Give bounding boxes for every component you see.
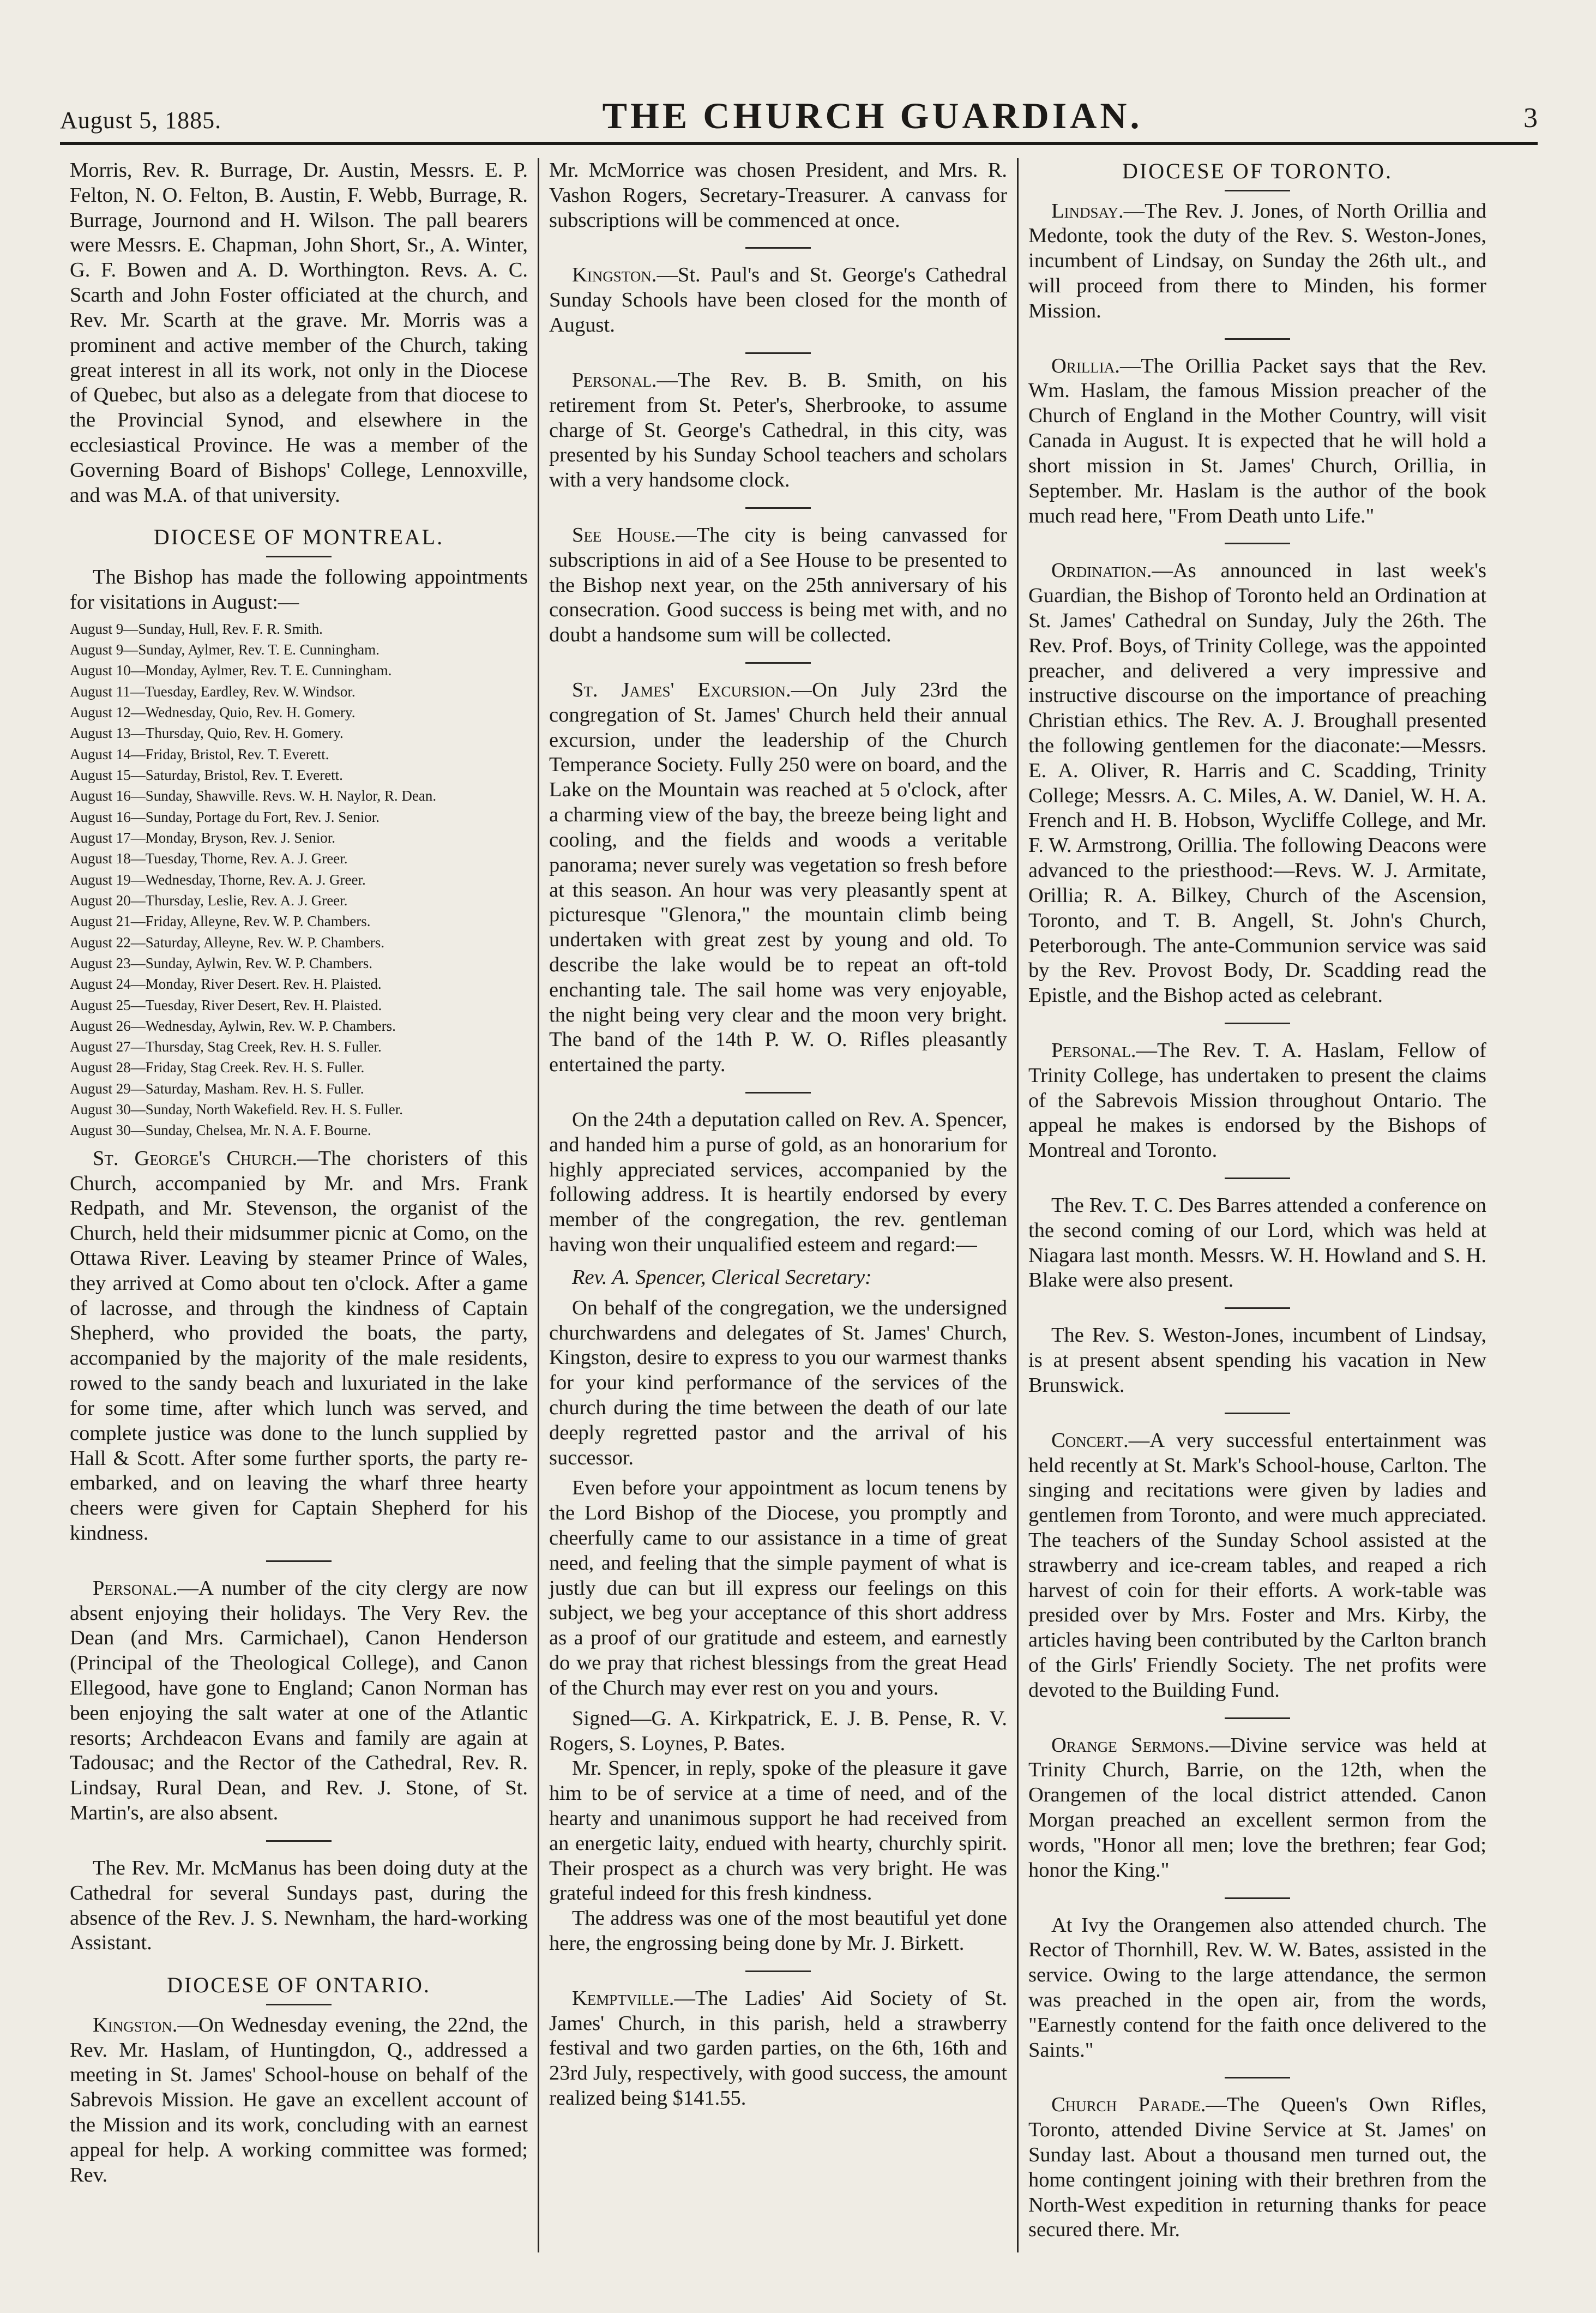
divider <box>1225 1717 1290 1719</box>
newspaper-title: THE CHURCH GUARDIAN. <box>602 95 1143 136</box>
visitation-list <box>70 618 528 1141</box>
issue-date: August 5, 1885. <box>60 107 222 134</box>
address-salutation: Rev. A. Spencer, Clerical Secretary: <box>572 1265 872 1289</box>
list-item: August 29—Saturday, Masham. Rev. H. S. Fuller. <box>70 1080 364 1097</box>
ivy-article: At Ivy the Orangemen also attended church. The Rector of Thornhill, Rev. W. W. Bates, assisted in the service. Owing to the large attendance, the sermon was preached in the open air, from the words, "Earnestly contend for the faith once delivered to the Saints." <box>1028 1913 1486 2062</box>
kemptville-article <box>549 1986 1007 2111</box>
divider <box>1225 1413 1290 1414</box>
concert-article <box>1028 1428 1486 1703</box>
mcmanus-article: The Rev. Mr. McManus has been doing duty at the Cathedral for several Sundays past, during the absence of the Rev. J. S. Newnham, the hard-working Assistant. <box>70 1856 528 1955</box>
see-house-article <box>549 523 1007 648</box>
list-item: August 9—Sunday, Hull, Rev. F. R. Smith. <box>70 620 323 637</box>
list-item: August 30—Sunday, North Wakefield. Rev. H. S. Fuller. <box>70 1101 403 1118</box>
run-in-heading: Kingston. <box>572 263 657 287</box>
list-item: August 30—Sunday, Chelsea, Mr. N. A. F. Bourne. <box>70 1122 371 1139</box>
list-item: August 18—Tuesday, Thorne, Rev. A. J. Greer. <box>70 850 348 867</box>
divider <box>745 1970 811 1972</box>
article-body: —The Rev. B. B. Smith, on his retirement from St. Peter's, Sherbrooke, to assume charge of St. George's Cathedral, in this city, was presented by his Sunday School teachers and scholars with a very handsome clock. <box>549 368 1007 492</box>
section-heading-toronto: DIOCESE OF TORONTO. <box>1122 159 1393 183</box>
list-item: August 22—Saturday, Alleyne, Rev. W. P. Chambers. <box>70 934 384 951</box>
run-in-heading: Kemptville. <box>572 1986 674 2010</box>
list-item: August 17—Monday, Bryson, Rev. J. Senior. <box>70 829 336 846</box>
run-in-heading: Personal. <box>1051 1038 1136 1062</box>
divider <box>266 1840 332 1842</box>
deputation-article: On the 24th a deputation called on Rev. A. Spencer, and handed him a purse of gold, as an honorarium for highly appreciated services, accompanied by the following address. It is heartily endorsed by every member of the congregation, the rev. gentleman having won their unqualified esteem and regard:— <box>549 1108 1007 1257</box>
run-in-heading: Concert. <box>1051 1428 1129 1452</box>
divider <box>1225 1023 1290 1024</box>
column-2 <box>539 158 1017 2252</box>
article-body: —The city is being canvassed for subscriptions in aid of a See House to be presented to the Bishop next year, on the 25th anniversary of his consecration. Good success is being met with, and no doubt a handsome sum will be collected. <box>549 523 1007 647</box>
divider <box>1225 1897 1290 1899</box>
article-body: —The Rev. T. A. Haslam, Fellow of Trinity College, has undertaken to present the claims of the Sabrevois Mission throughout Ontario. The appeal he makes is endorsed by the Bishops of Montreal and Toronto. <box>1028 1038 1486 1162</box>
article-body: —The Orillia Packet says that the Rev. Wm. Haslam, the famous Mission preacher of the Church of England in the Mother Country, will visit Canada in August. It is expected that he will hold a short mission in St. James' Church, Orillia, in September. Mr. Haslam is the author of the book much read here, "From Death unto Life." <box>1028 354 1486 527</box>
article-columns <box>60 158 1538 2252</box>
kingston-schools-article <box>549 263 1007 338</box>
divider <box>745 507 811 509</box>
list-item: August 10—Monday, Aylmer, Rev. T. E. Cunningham. <box>70 662 392 679</box>
article-body: —A number of the city clergy are now absent enjoying their holidays. The Very Rev. the Dean (and Mrs. Carmichael), Canon Henderson (Principal of the Theological College), and Canon Ellegood, have gone to England; Canon Norman has been enjoying the salt water at one of the Atlantic resorts; Archdeacon Evans and family are again at Tadousac; and the Rector of the Cathedral, Rev. R. Lindsay, Rural Dean, and Rev. J. Stone, of St. Martin's, are also absent. <box>70 1576 528 1825</box>
article-body: —On Wednesday evening, the 22nd, the Rev. Mr. Haslam, of Huntingdon, Q., addressed a meeting in St. James' School-house on behalf of the Sabrevois Mission. He gave an excellent account of the Mission and its work, concluding with an earnest appeal for help. A working committee was formed; Rev. <box>70 2013 528 2186</box>
masthead <box>60 76 1538 145</box>
list-item: August 21—Friday, Alleyne, Rev. W. P. Chambers. <box>70 913 371 930</box>
reply-paragraph: Mr. Spencer, in reply, spoke of the pleasure it gave him to be of service at a time of need, and of the hearty and unanimous support he had received from an energetic laity, endued with hearty, churchly spirit. Their prospect as a church was very bright. He was grateful indeed for this fresh kindness. <box>549 1757 1007 1905</box>
list-item: August 14—Friday, Bristol, Rev. T. Everett. <box>70 746 329 762</box>
lindsay-article <box>1028 199 1486 324</box>
list-item: August 16—Sunday, Portage du Fort, Rev. J. Senior. <box>70 808 380 825</box>
list-item: August 16—Sunday, Shawville. Revs. W. H. Naylor, R. Dean. <box>70 788 437 804</box>
run-in-heading: See House. <box>572 523 676 546</box>
list-item: August 23—Sunday, Aylwin, Rev. W. P. Chambers. <box>70 954 373 971</box>
article-body: —As announced in last week's Guardian, the Bishop of Toronto held an Ordination at St. James' Cathedral on Sunday, July the 26th. The Rev. Prof. Boys, of Trinity College, was the appointed preacher, and delivered a very impressive and instructive discourse on the importance of preaching Christian ethics. The Rev. A. J. Broughall presented the following gentlemen for the diaconate:—Messrs. E. A. Oliver, R. Harris and C. Scadding, Trinity College; Messrs. A. C. Miles, A. W. Daniel, W. H. A. French and H. B. Hobson, Wycliffe College, and Mr. F. W. Armstrong, Orillia. The following Deacons were advanced to the priesthood:—Revs. W. J. Armitate, Orillia; R. A. Bilkey, Church of the Ascension, Toronto, and T. B. Angell, St. John's Church, Peterborough. The ante-Communion service was said by the Rev. Provost Body, Dr. Scadding read the Epistle, and the Bishop acted as celebrant. <box>1028 559 1486 1007</box>
list-item: August 27—Thursday, Stag Creek, Rev. H. S. Fuller. <box>70 1038 382 1055</box>
divider <box>745 662 811 664</box>
divider <box>1225 1177 1290 1179</box>
list-item: August 20—Thursday, Leslie, Rev. A. J. Greer. <box>70 892 348 909</box>
list-item: August 19—Wednesday, Thorne, Rev. A. J. Greer. <box>70 871 366 888</box>
divider <box>745 1092 811 1094</box>
list-item: August 11—Tuesday, Eardley, Rev. W. Windsor. <box>70 683 356 700</box>
list-item: August 13—Thursday, Quio, Rev. H. Gomery. <box>70 725 344 742</box>
list-item: August 26—Wednesday, Aylwin, Rev. W. P. Chambers. <box>70 1017 396 1034</box>
run-in-heading: Personal. <box>93 1576 178 1600</box>
address-signatures: Signed—G. A. Kirkpatrick, E. J. B. Pense, R. V. Rogers, S. Loynes, P. Bates. <box>549 1707 1007 1755</box>
article-body: —Divine service was held at Trinity Church, Barrie, on the 12th, when the Orangemen of the local district attended. Canon Morgan preached an excellent sermon from the words, "Honor all men; love the brethren; fear God; honor the King." <box>1028 1733 1486 1882</box>
list-item: August 28—Friday, Stag Creek. Rev. H. S. Fuller. <box>70 1059 365 1076</box>
desbarres-article: The Rev. T. C. Des Barres attended a conference on the second coming of our Lord, which was held at Niagara last month. Messrs. W. H. Howland and S. H. Blake were also present. <box>1028 1194 1486 1292</box>
list-item: August 24—Monday, River Desert. Rev. H. Plaisted. <box>70 976 382 993</box>
divider <box>1225 543 1290 544</box>
run-in-heading: Orange Sermons. <box>1051 1733 1209 1757</box>
excursion-article <box>549 678 1007 1078</box>
divider <box>1225 190 1290 191</box>
article-body: —St. Paul's and St. George's Cathedral Sunday Schools have been closed for the month of August. <box>549 263 1007 337</box>
divider <box>266 556 332 557</box>
article-body: —The choristers of this Church, accompanied by Mr. and Mrs. Frank Redpath, and Mr. Stevenson, the organist of the Church, held their midsummer picnic at Como, on the Ottawa River. Leaving by steamer Prince of Wales, they arrived at Como about ten o'clock. After a game of lacrosse, and through the kindness of Captain Shepherd, who provided the boats, the party, accompanied by the majority of the male residents, rowed to the sandy beach and luxuriated in the lake for some time, after which lunch was served, and complete justice was done to the lunch supplied by Hall & Scott. After some further sports, the party re-embarked, and on leaving the wharf three hearty cheers were given for Captain Shepherd for his kindness. <box>70 1146 528 1545</box>
obituary-continuation: Morris, Rev. R. Burrage, Dr. Austin, Messrs. E. P. Felton, N. O. Felton, B. Austin, F. Webb, Burrage, R. Burrage, Journond and H. Wilson. The pall bearers were Messrs. E. Chapman, John Short, Sr., A. Winter, G. F. Bowen and A. D. Worthington. Revs. A. C. Scarth and John Foster officiated at the church, and Rev. Mr. Scarth at the grave. Mr. Morris was a prominent and active member of the Church, taking great interest in all its work, not only in the Diocese of Quebec, but also as a delegate from that diocese to the Provincial Synod, and elsewhere in the ecclesiastical Province. He was a member of the Governing Board of Bishops' College, Lennoxville, and was M.A. of that university. <box>70 159 528 507</box>
article-body: —On July 23rd the congregation of St. James' Church held their annual excursion, under the leadership of the Church Temperance Society. Fully 250 were on board, and the Lake on the Mountain was reached at 5 o'clock, after a charming view of the bay, the breeze being light and cooling, and the fields and woods a veritable panorama; never surely was vegetation so fresh before at this season. An hour was very pleasantly spent at picturesque "Glenora," the mountain climb being undertaken with great zest by young and old. To describe the lake would be to repeat an oft-told enchanting tale. The sail home was very enjoyable, the night being very clear and the moon very bright. The band of the 14th P. W. O. Rifles pleasantly entertained the party. <box>549 678 1007 1077</box>
list-item: August 15—Saturday, Bristol, Rev. T. Everett. <box>70 766 343 783</box>
list-item: August 12—Wednesday, Quio, Rev. H. Gomery. <box>70 704 356 720</box>
visitations-intro: The Bishop has made the following appointments for visitations in August:— <box>70 565 528 614</box>
divider <box>266 1560 332 1562</box>
run-in-heading: Lindsay. <box>1051 199 1124 223</box>
run-in-heading: Kingston. <box>93 2013 178 2036</box>
orange-sermons-article <box>1028 1733 1486 1883</box>
weston-jones-article: The Rev. S. Weston-Jones, incumbent of Lindsay, is at present absent spending his vacation in New Brunswick. <box>1028 1324 1486 1397</box>
section-heading-montreal: DIOCESE OF MONTREAL. <box>153 525 444 550</box>
article-body: —A very successful entertainment was held recently at St. Mark's School-house, Carlton. The singing and recitations were given by ladies and gentlemen from Toronto, and were much appreciated. The teachers of the Sunday School assisted at the strawberry and ice-cream tables, and reaped a rich harvest of coin for their efforts. A work-table was presided over by Mrs. Foster and Mrs. Kirby, the articles having been contributed by the Carlton branch of the Girls' Friendly Society. The net profits were devoted to the Building Fund. <box>1028 1428 1486 1702</box>
divider <box>745 352 811 354</box>
run-in-heading: Ordination. <box>1051 559 1152 582</box>
church-parade-article <box>1028 2093 1486 2243</box>
page-number: 3 <box>1523 103 1538 134</box>
section-heading-ontario: DIOCESE OF ONTARIO. <box>167 1973 431 1998</box>
kingston-article <box>70 2013 528 2188</box>
article-body: —The Rev. J. Jones, of North Orillia and Medonte, took the duty of the Rev. S. Weston-Jones, incumbent of Lindsay, on Sunday the 26th ult., and will proceed from there to Minden, his former Mission. <box>1028 199 1486 322</box>
personal-smith-article <box>549 368 1007 493</box>
engrossing-paragraph: The address was one of the most beautiful yet done here, the engrossing being done by Mr. J. Birkett. <box>549 1907 1007 1955</box>
divider <box>1225 338 1290 340</box>
address-paragraph: Even before your appointment as locum tenens by the Lord Bishop of the Diocese, you promptly and cheerfully came to our assistance in a time of great need, and feeling that the simple payment of what is justly due can but ill express our feelings on this subject, we beg your acceptance of this short address as a proof of our gratitude and esteem, and earnestly do we pray that richest blessings from the great Head of the Church may ever rest on you and yours. <box>549 1476 1007 1699</box>
kingston-continuation: Mr. McMorrice was chosen President, and Mrs. R. Vashon Rogers, Secretary-Treasurer. A canvass for subscriptions will be commenced at once. <box>549 159 1007 232</box>
list-item: August 9—Sunday, Aylmer, Rev. T. E. Cunningham. <box>70 641 380 658</box>
run-in-heading: St. George's Church. <box>93 1146 298 1170</box>
divider <box>745 247 811 249</box>
article-body: —The Ladies' Aid Society of St. James' Church, in this parish, held a strawberry festival and two garden parties, on the 6th, 16th and 23rd July, respectively, with good success, the amount realized being $141.55. <box>549 1986 1007 2110</box>
column-3 <box>1019 158 1496 2252</box>
st-georges-article <box>70 1146 528 1546</box>
run-in-heading: Orillia. <box>1051 354 1120 377</box>
divider <box>266 2004 332 2005</box>
personal-article <box>70 1576 528 1826</box>
list-item: August 25—Tuesday, River Desert, Rev. H. Plaisted. <box>70 996 382 1013</box>
run-in-heading: Personal. <box>572 368 657 392</box>
divider <box>1225 2077 1290 2078</box>
run-in-heading: Church Parade. <box>1051 2093 1206 2117</box>
column-1 <box>60 158 538 2252</box>
article-body: —The Queen's Own Rifles, Toronto, attended Divine Service at St. James' on Sunday last. About a thousand men turned out, the home contingent joining with their brethren from the North-West expedition in returning thanks for peace secured there. Mr. <box>1028 2093 1486 2242</box>
orillia-article <box>1028 354 1486 529</box>
run-in-heading: St. James' Excursion. <box>572 678 791 701</box>
address-paragraph: On behalf of the congregation, we the undersigned churchwardens and delegates of St. James' Church, Kingston, desire to express to you our warmest thanks for your kind performance of the services of the church during the time between the death of our late deeply regretted pastor and the arrival of his successor. <box>549 1296 1007 1469</box>
divider <box>1225 1307 1290 1309</box>
ordination-article <box>1028 558 1486 1008</box>
personal-haslam-article <box>1028 1038 1486 1163</box>
